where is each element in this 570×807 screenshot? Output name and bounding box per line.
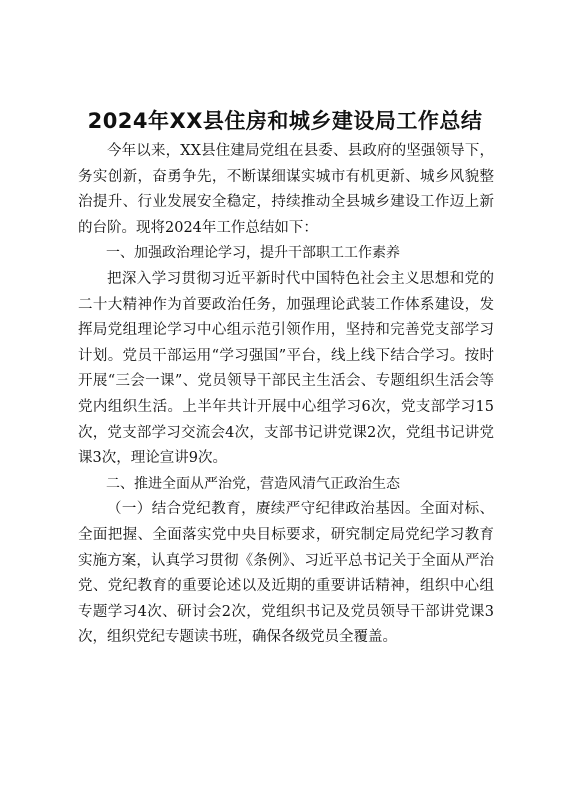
intro-paragraph: 今年以来，XX县住建局党组在县委、县政府的坚强领导下，务实创新，奋勇争先，不断谋细谋实城市有机更新、城乡风貌整治提升、行业发展安全稳定，持续推动全县城乡建设工作迈上新的台阶。现将2024年工作总结如下： — [78, 143, 494, 236]
document-title: 2024年XX县住房和城乡建设局工作总结 — [87, 109, 483, 133]
section-heading-2: 二、推进全面从严治党，营造风清气正政治生态 — [106, 475, 400, 492]
document-body — [78, 139, 494, 651]
section-paragraph-2-1: （一）结合党纪教育，赓续严守纪律政治基因。全面对标、全面把握、全面落实党中央目标要求，研究制定局党纪学习教育实施方案，认真学习贯彻《条例》、习近平总书记关于全面从严治党、党纪教育的重要论述以及近期的重要讲话精神，组织中心组专题学习4次、研讨会2次，党组织书记及党员领导干部讲党课3次，组织党纪专题读书班，确保各级党员全覆盖。 — [78, 501, 494, 646]
section-heading-1: 一、加强政治理论学习，提升干部职工工作素养 — [106, 245, 400, 262]
section-paragraph-1: 把深入学习贯彻习近平新时代中国特色社会主义思想和党的二十大精神作为首要政治任务，加强理论武装工作体系建设，发挥局党组理论学习中心组示范引领作用，坚持和完善党支部学习计划。党员干部运用“学习强国”平台，线上线下结合学习。按时开展“三会一课”、党员领导干部民主生活会、专题组织生活会等党内组织生活。上半年共计开展中心组学习6次，党支部学习15次，党支部学习交流会4次，支部书记讲党课2次，党组书记讲党课3次，理论宣讲9次。 — [78, 270, 494, 467]
